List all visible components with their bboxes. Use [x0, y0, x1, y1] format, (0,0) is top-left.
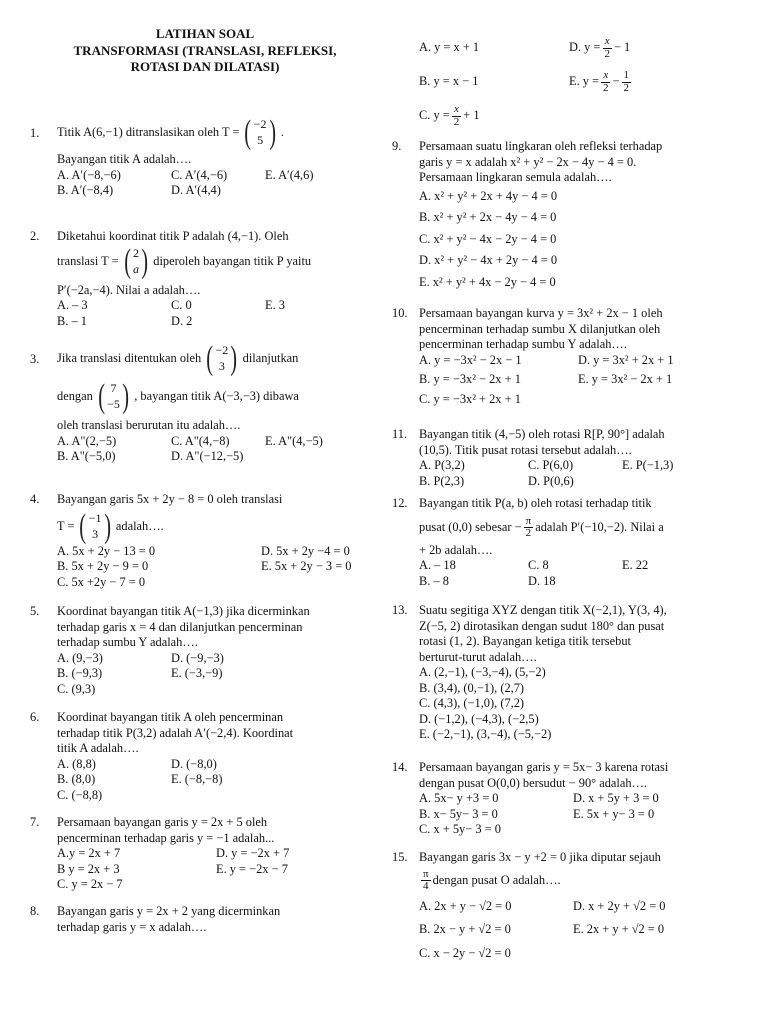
answer-options [57, 434, 380, 465]
question-13 [392, 603, 742, 743]
option-b[interactable]: B. (−9,3) [57, 666, 103, 680]
option-d[interactable]: D. x + 5y + 3 = 0 [573, 791, 659, 805]
option-c[interactable]: C. 0 [171, 298, 192, 312]
option-d[interactable]: D. x + 2y + √2 = 0 [573, 898, 666, 913]
question-number: 4. [30, 492, 40, 506]
option-a[interactable]: A.y = 2x + 7 [57, 846, 121, 860]
option-c[interactable]: C. x − 2y − √2 = 0 [419, 945, 511, 960]
question-1 [30, 116, 380, 199]
option-d[interactable]: D. (−9,−3) [171, 650, 224, 665]
option-a[interactable]: A. 2x + y − √2 = 0 [419, 898, 512, 913]
option-d[interactable]: D. 18 [528, 573, 556, 588]
option-c[interactable]: C. x² + y² − 4x − 2y − 4 = 0 [419, 231, 557, 246]
answer-options [419, 558, 742, 589]
question-8-options [419, 36, 739, 128]
question-14 [392, 760, 742, 838]
option-d[interactable]: D. (−8,0) [171, 756, 217, 771]
option-c[interactable]: C. P(6,0) [528, 458, 574, 472]
option-a[interactable]: A. 5x + 2y − 13 = 0 [57, 543, 156, 558]
question-stem: Bayangan titik (4,−5) oleh rotasi R[P, 90°] adalah [419, 427, 665, 441]
option-d[interactable]: D. P(0,6) [528, 473, 574, 488]
option-e[interactable]: E. 2x + y + √2 = 0 [573, 922, 665, 937]
question-number: 14. [392, 760, 408, 774]
question-stem: dengan pusat O(0,0) bersudut − 90° adalah…. [419, 775, 648, 790]
question-10 [392, 306, 742, 407]
question-15 [392, 850, 742, 961]
question-stem: Bayangan garis 3x − y +2 = 0 jika diputar sejauh [419, 850, 661, 864]
answer-options [419, 791, 742, 838]
answer-options [57, 846, 380, 893]
question-stem: Bayangan titik P(a, b) oleh rotasi terhadap titik [419, 496, 652, 510]
question-8 [30, 904, 380, 935]
option-d[interactable]: D. 2 [171, 313, 193, 328]
question-number: 5. [30, 604, 40, 618]
option-a[interactable]: A. – 18 [419, 558, 456, 573]
option-a[interactable]: A. A′(−8,−6) [57, 167, 121, 182]
option-d[interactable]: D. A′(4,4) [171, 183, 221, 197]
option-d[interactable]: D. A"(−12,−5) [171, 449, 244, 463]
option-b[interactable]: B. y = −3x² − 2x + 1 [419, 372, 521, 386]
translation-vector: ( −1 3 ) [79, 507, 111, 545]
option-e[interactable]: E. 5x + y− 3 = 0 [573, 806, 655, 821]
option-b[interactable]: B. – 8 [419, 573, 449, 588]
question-stem: terhadap titik P(3,2) adalah A′(−2,4). Koordinat [57, 725, 294, 740]
option-c[interactable]: C. (4,3), (−1,0), (7,2) [419, 696, 525, 710]
question-stem: garis y = x adalah x² + y² − 2x − 4y − 4 = 0. [419, 154, 637, 169]
question-stem: dengan ( 7 −5 ) , bayangan titik A(−3,−3) dibawa [57, 378, 299, 415]
option-c[interactable]: C. A′(4,−6) [171, 167, 228, 182]
fraction: $\frac{1}{2}$ [623, 69, 630, 94]
option-b[interactable]: B. (8,0) [57, 772, 96, 786]
translation-vector-2: ( 7 −5 ) [98, 378, 129, 415]
option-a[interactable]: A. P(3,2) [419, 458, 465, 472]
option-a[interactable]: A. A"(2,−5) [57, 433, 117, 448]
question-stem: P′(−2a,−4). Nilai a adalah…. [57, 282, 201, 297]
option-a[interactable]: A. (2,−1), (−3,−4), (5,−2) [419, 665, 546, 679]
option-d[interactable]: D. y = 3x² + 2x + 1 [578, 352, 674, 367]
question-stem: Persamaan bayangan garis y = 5x− 3 karena rotasi [419, 760, 669, 774]
option-b[interactable]: B. y = x − 1 [419, 74, 479, 89]
option-c[interactable]: C. 5x +2y − 7 = 0 [57, 574, 146, 589]
option-c[interactable]: C. 8 [528, 558, 549, 573]
option-c[interactable]: C. (9,3) [57, 681, 96, 696]
question-number: 7. [30, 815, 40, 829]
option-c[interactable]: C. y = $\frac{x}{2}$ + 1 [419, 103, 480, 128]
option-b[interactable]: B. 2x − y + √2 = 0 [419, 922, 511, 937]
option-e[interactable]: E. (−2,−1), (3,−4), (−5,−2) [419, 727, 552, 741]
option-a[interactable]: A. y = −3x² − 2x − 1 [419, 352, 522, 367]
question-stem: translasi T = ( 2 a ) diperoleh bayangan titik P yaitu [57, 242, 312, 280]
question-stem: Bayangan titik A adalah…. [57, 152, 192, 166]
question-stem: Persamaan bayangan kurva y = 3x² + 2x − 1 oleh [419, 306, 663, 320]
question-7 [30, 815, 380, 893]
question-number: 11. [392, 427, 408, 441]
title-block [30, 26, 380, 76]
question-9 [392, 139, 742, 290]
question-stem: Titik A(6,−1) ditranslasikan oleh T = ( −2 5 ) . [57, 114, 284, 151]
option-b[interactable]: B. P(2,3) [419, 473, 465, 488]
answer-options [57, 298, 380, 329]
option-b[interactable]: B y = 2x + 3 [57, 861, 120, 876]
question-number: 10. [392, 306, 408, 320]
answer-options [419, 665, 742, 743]
option-a[interactable]: A. (9,−3) [57, 650, 103, 665]
answer-options [57, 544, 401, 591]
question-2 [30, 229, 380, 329]
question-stem: Jika translasi ditentukan oleh ( −2 3 ) dilanjutkan [57, 340, 299, 377]
option-a[interactable]: A. y = x + 1 [419, 40, 480, 55]
question-number: 12. [392, 496, 408, 510]
question-6 [30, 710, 380, 803]
question-number: 6. [30, 710, 40, 724]
option-b[interactable]: B. x− 5y− 3 = 0 [419, 806, 498, 821]
answer-options [419, 899, 742, 962]
option-a[interactable]: A. x² + y² + 2x + 4y − 4 = 0 [419, 188, 558, 203]
question-11 [392, 427, 742, 489]
question-stem: terhadap sumbu Y adalah…. [57, 635, 198, 649]
option-a[interactable]: A. 5x− y +3 = 0 [419, 791, 499, 805]
fraction: $\frac{x}{2}$ [604, 35, 610, 60]
question-number: 3. [30, 352, 40, 366]
option-e[interactable]: E. 5x + 2y − 3 = 0 [261, 559, 352, 573]
question-number: 1. [30, 126, 40, 140]
question-5 [30, 604, 380, 697]
question-stem: Bayangan garis y = 2x + 2 yang dicerminkan [57, 904, 281, 918]
option-e[interactable]: E. (−8,−8) [171, 772, 223, 786]
option-e[interactable]: E. y = $\frac{x}{2}$ − $\frac{1}{2}$ [569, 69, 630, 94]
question-stem: Bayangan garis 5x + 2y − 8 = 0 oleh translasi [57, 492, 283, 506]
question-stem: pencerminan terhadap sumbu Y adalah…. [419, 337, 627, 351]
question-number: 15. [392, 850, 408, 864]
option-c[interactable]: C. y = 2x − 7 [57, 877, 123, 891]
question-stem: Suatu segitiga XYZ dengan titik X(−2,1), Y(3, 4), [419, 603, 667, 617]
fraction: $\frac{x}{2}$ [453, 103, 460, 128]
option-d[interactable]: D. y = $\frac{x}{2}$ − 1 [569, 35, 631, 60]
fraction: $\frac{\pi}{2}$ [525, 514, 532, 540]
title-line-2: TRANSFORMASI (TRANSLASI, REFLEKSI, [73, 42, 337, 58]
option-c[interactable]: C. A"(4,−8) [171, 433, 230, 448]
question-stem: Persamaan bayangan garis y = 2x + 5 oleh [57, 815, 268, 829]
title-line-3: ROTASI DAN DILATASI) [130, 59, 280, 75]
translation-vector: ( −2 5 ) [244, 114, 276, 151]
fraction: $\frac{x}{2}$ [603, 69, 609, 94]
option-b[interactable]: B. A"(−5,0) [57, 449, 116, 463]
option-b[interactable]: B. x² + y² + 2x − 4y − 4 = 0 [419, 210, 557, 224]
option-b[interactable]: B. A′(−8,4) [57, 183, 114, 197]
option-e[interactable]: E. A′(4,6) [265, 167, 314, 182]
option-e[interactable]: E. x² + y² + 4x − 2y − 4 = 0 [419, 274, 556, 289]
question-number: 9. [392, 139, 402, 153]
question-stem: pencerminan terhadap garis y = −1 adalah... [57, 830, 275, 845]
question-stem: pusat (0,0) sebesar − $\frac{\pi}{2}$ adalah P′(−10,−2). Nilai a [419, 514, 664, 540]
question-3 [30, 342, 380, 465]
question-stem: Z(−5, 2) dirotasikan dengan sudut 180° dan pusat [419, 618, 665, 633]
question-number: 8. [30, 904, 40, 918]
option-c[interactable]: C. (−8,8) [57, 787, 103, 802]
option-e[interactable]: E. 3 [265, 298, 285, 312]
question-stem: T = ( −1 3 ) adalah…. [57, 507, 164, 545]
option-d[interactable]: D. 5x + 2y −4 = 0 [261, 543, 350, 558]
question-stem: Persamaan lingkaran semula adalah…. [419, 170, 612, 184]
option-e[interactable]: E. P(−1,3) [622, 458, 674, 472]
answer-options [57, 651, 380, 698]
question-number: 13. [392, 603, 408, 617]
option-d[interactable]: D. x² + y² − 4x + 2y − 4 = 0 [419, 253, 558, 267]
question-stem: rotasi (1, 2). Bayangan ketiga titik tersebut [419, 634, 631, 648]
question-stem: (10,5). Titik pusat rotasi tersebut adalah…. [419, 442, 632, 457]
answer-options [419, 458, 742, 489]
question-stem: Persamaan suatu lingkaran oleh refleksi terhadap [419, 139, 663, 153]
question-stem: + 2b adalah…. [419, 542, 493, 557]
question-12 [392, 496, 742, 589]
question-stem: berturut-turut adalah…. [419, 649, 537, 664]
option-e[interactable]: E. A"(4,−5) [265, 433, 323, 448]
option-b[interactable]: B. (3,4), (0,−1), (2,7) [419, 680, 525, 695]
question-stem: Diketahui koordinat titik P adalah (4,−1). Oleh [57, 229, 289, 243]
option-b[interactable]: B. – 1 [57, 313, 87, 328]
translation-vector-1: ( −2 3 ) [206, 340, 238, 377]
question-stem: titik A adalah…. [57, 741, 139, 755]
question-stem: Koordinat bayangan titik A(−1,3) jika dicerminkan [57, 604, 310, 618]
option-d[interactable]: D. y = −2x + 7 [216, 846, 290, 860]
option-c[interactable]: C. y = −3x² + 2x + 1 [419, 391, 521, 406]
question-stem: pencerminan terhadap sumbu X dilanjutkan oleh [419, 321, 661, 336]
option-d[interactable]: D. (−1,2), (−4,3), (−2,5) [419, 711, 539, 726]
question-4 [30, 492, 380, 590]
fraction: $\frac{\pi}{4}$ [423, 867, 429, 893]
option-e[interactable]: E. y = 3x² − 2x + 1 [578, 372, 673, 386]
answer-options [419, 189, 742, 291]
question-stem: oleh translasi berurutan itu adalah…. [57, 418, 241, 432]
question-stem: $\frac{\pi}{4}$ dengan pusat O adalah…. [423, 867, 561, 893]
question-stem: terhadap garis x = 4 dan dilanjutkan pencerminan [57, 619, 303, 634]
option-c[interactable]: C. x + 5y− 3 = 0 [419, 822, 501, 836]
option-b[interactable]: B. 5x + 2y − 9 = 0 [57, 559, 149, 573]
answer-options [57, 168, 380, 199]
answer-options [419, 353, 742, 408]
option-a[interactable]: A. (8,8) [57, 756, 96, 771]
option-e[interactable]: E. 22 [622, 558, 649, 573]
question-stem: terhadap garis y = x adalah…. [57, 919, 207, 934]
option-a[interactable]: A. – 3 [57, 298, 88, 312]
option-e[interactable]: E. (−3,−9) [171, 666, 223, 680]
translation-vector: ( 2 a ) [123, 242, 148, 280]
option-e[interactable]: E. y = −2x − 7 [216, 861, 288, 876]
title-line-1: LATIHAN SOAL [155, 26, 255, 41]
answer-options [57, 757, 380, 804]
question-stem: Koordinat bayangan titik A oleh pencerminan [57, 710, 284, 724]
question-number: 2. [30, 229, 40, 243]
